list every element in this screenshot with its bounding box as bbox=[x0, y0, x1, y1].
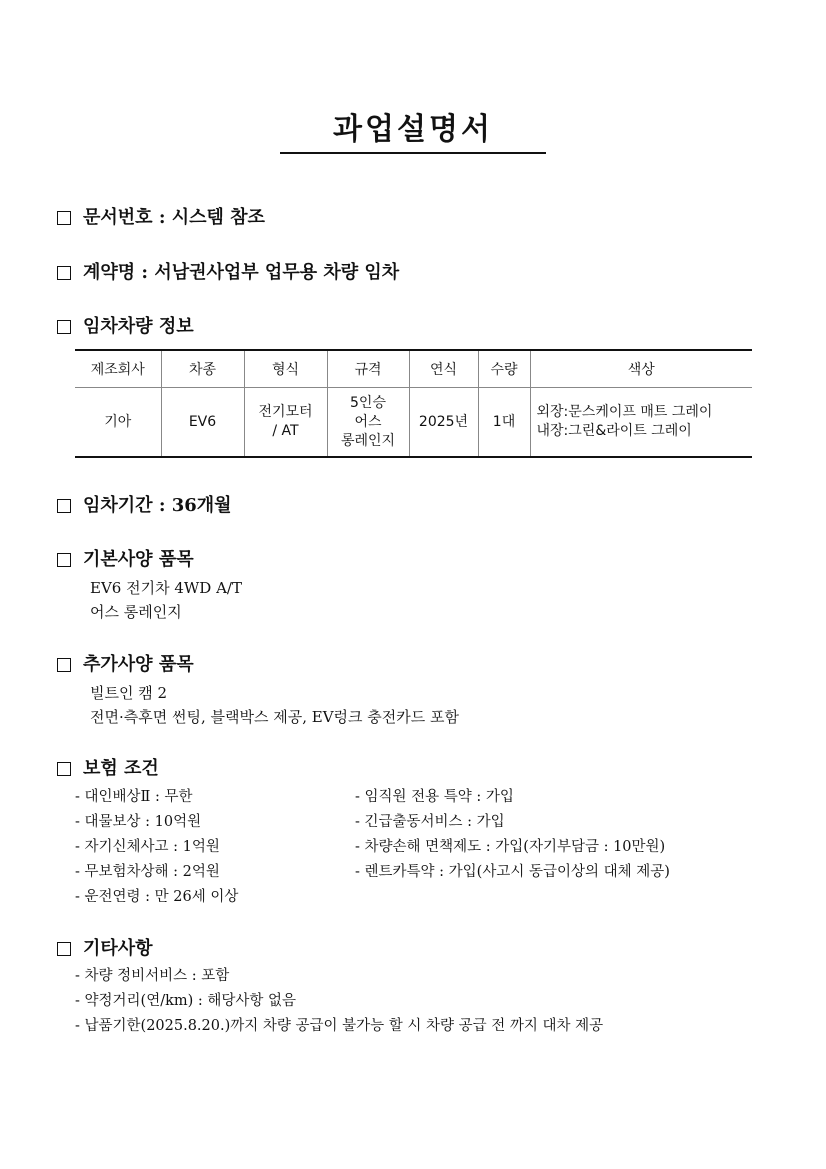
section-basic-options bbox=[57, 549, 194, 571]
extra-item: 빌트인 캠 2 bbox=[90, 684, 168, 702]
col-header-model: 차종 bbox=[161, 350, 244, 388]
section-vehicle-info bbox=[57, 316, 194, 338]
cell-qty: 1대 bbox=[478, 388, 530, 458]
cell-type bbox=[244, 388, 327, 458]
cell-spec-line3: 롱레인지 bbox=[340, 432, 396, 449]
doc-number-text: 문서번호 : 시스템 참조 bbox=[83, 207, 265, 228]
col-header-color: 색상 bbox=[530, 350, 752, 388]
section-insurance bbox=[57, 758, 159, 780]
page-title: 과업설명서 bbox=[333, 112, 493, 147]
col-header-type: 형식 bbox=[244, 350, 327, 388]
checkbox-icon bbox=[57, 658, 71, 672]
cell-color-interior: 내장:그린&라이트 그레이 bbox=[536, 423, 692, 439]
table-row bbox=[75, 388, 752, 458]
insurance-heading: 보험 조건 bbox=[83, 758, 159, 779]
basic-item: EV6 전기차 4WD A/T bbox=[90, 579, 242, 597]
title-underline bbox=[280, 152, 546, 154]
section-lease-period bbox=[57, 495, 232, 517]
insurance-item: - 긴급출동서비스 : 가입 bbox=[355, 814, 505, 830]
contract-name-text: 계약명 : 서남권사업부 업무용 차량 임차 bbox=[83, 262, 400, 283]
checkbox-icon bbox=[57, 211, 71, 225]
checkbox-icon bbox=[57, 553, 71, 567]
cell-year: 2025년 bbox=[409, 388, 478, 458]
cell-maker: 기아 bbox=[75, 388, 161, 458]
section-doc-number bbox=[57, 207, 265, 229]
section-contract-name bbox=[57, 262, 399, 284]
extra-item: 전면·측후면 썬팅, 블랙박스 제공, EV렁크 충전카드 포함 bbox=[90, 708, 459, 726]
lease-period-text: 임차기간 : 36개월 bbox=[83, 495, 232, 516]
checkbox-icon bbox=[57, 942, 71, 956]
section-others bbox=[57, 938, 153, 960]
vehicle-table bbox=[75, 349, 752, 458]
cell-type-line2: / AT bbox=[272, 423, 299, 439]
insurance-item: - 대물보상 : 10억원 bbox=[75, 814, 202, 830]
table-header-row bbox=[75, 350, 752, 388]
checkbox-icon bbox=[57, 499, 71, 513]
insurance-item: - 렌트카특약 : 가입(사고시 동급이상의 대체 제공) bbox=[355, 864, 670, 880]
cell-model: EV6 bbox=[161, 388, 244, 458]
cell-spec bbox=[327, 388, 409, 458]
basic-options-heading: 기본사양 품목 bbox=[83, 549, 194, 570]
other-item: - 납품기한(2025.8.20.)까지 차량 공급이 불가능 할 시 차량 공급 전 까지 대차 제공 bbox=[75, 1018, 604, 1034]
vehicle-info-heading: 임차차량 정보 bbox=[83, 316, 194, 337]
cell-color-exterior: 외장:문스케이프 매트 그레이 bbox=[536, 404, 713, 420]
col-header-spec: 규격 bbox=[327, 350, 409, 388]
basic-item: 어스 롱레인지 bbox=[90, 603, 182, 621]
other-item: - 약정거리(연/km) : 해당사항 없음 bbox=[75, 993, 297, 1009]
cell-spec-line1: 5인승 bbox=[350, 394, 386, 411]
insurance-item: - 임직원 전용 특약 : 가입 bbox=[355, 789, 514, 805]
cell-type-line1: 전기모터 bbox=[258, 404, 313, 420]
col-header-maker: 제조회사 bbox=[75, 350, 161, 388]
checkbox-icon bbox=[57, 320, 71, 334]
col-header-year: 연식 bbox=[409, 350, 478, 388]
other-item: - 차량 정비서비스 : 포함 bbox=[75, 968, 230, 984]
insurance-item: - 무보험차상해 : 2억원 bbox=[75, 864, 220, 880]
insurance-item: - 대인배상Ⅱ : 무한 bbox=[75, 789, 193, 805]
cell-spec-line2: 어스 bbox=[354, 413, 382, 430]
checkbox-icon bbox=[57, 266, 71, 280]
insurance-item: - 운전연령 : 만 26세 이상 bbox=[75, 889, 239, 905]
checkbox-icon bbox=[57, 762, 71, 776]
others-heading: 기타사항 bbox=[83, 938, 153, 959]
cell-color bbox=[530, 388, 752, 458]
insurance-item: - 차량손해 면책제도 : 가입(자기부담금 : 10만원) bbox=[355, 839, 666, 855]
insurance-item: - 자기신체사고 : 1억원 bbox=[75, 839, 220, 855]
section-extra-options bbox=[57, 654, 194, 676]
extra-options-heading: 추가사양 품목 bbox=[83, 654, 194, 675]
col-header-qty: 수량 bbox=[478, 350, 530, 388]
